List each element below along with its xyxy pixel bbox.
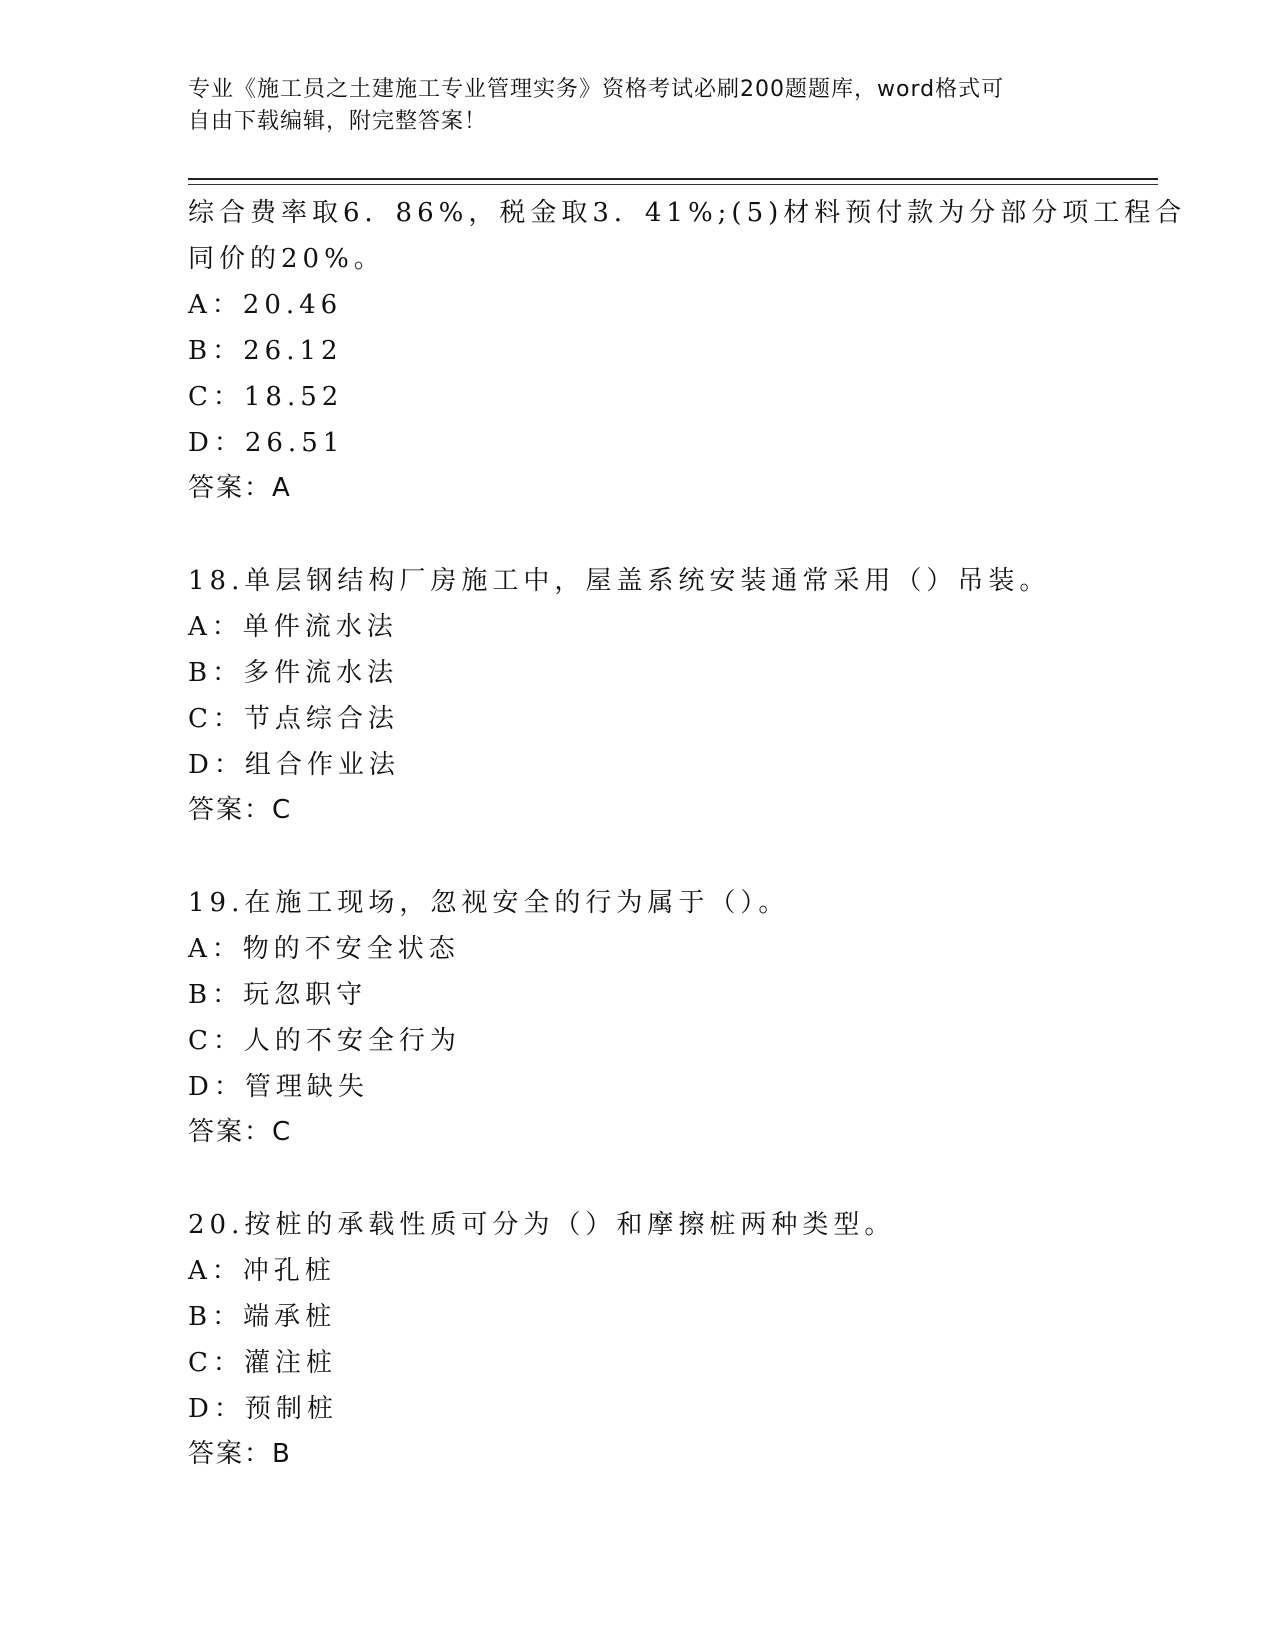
question-18-option-c: C：节点综合法 [188,704,399,734]
question-18-option-a: A：单件流水法 [188,612,398,642]
question-19-option-d: D：管理缺失 [188,1072,369,1102]
question-20-text: 20.按桩的承载性质可分为（）和摩擦桩两种类型。 [188,1210,896,1240]
question-19-text: 19.在施工现场，忽视安全的行为属于（）。 [188,888,790,918]
question-20-option-b: B：端承桩 [188,1302,337,1332]
question-18-option-b: B：多件流水法 [188,658,399,688]
question-18-block [188,558,1128,832]
question-20-option-c: C：灌注桩 [188,1348,337,1378]
question-spacer [188,1154,1128,1202]
question-17-option-c: C：18.52 [188,382,344,412]
question-20-answer: 答案：B [188,1439,292,1469]
question-18-text: 18.单层钢结构厂房施工中，屋盖系统安装通常采用（）吊装。 [188,566,1051,596]
question-19-option-c: C：人的不安全行为 [188,1026,461,1056]
question-spacer [188,510,1128,558]
question-19-option-a: A：物的不安全状态 [188,934,460,964]
question-17-answer: 答案：A [188,473,292,503]
question-20-option-a: A：冲孔桩 [188,1256,336,1286]
question-17-text-line-1: 综合费率取6．86%，税金取3．41%;(5)材料预付款为分部分项工程合 [188,198,1187,228]
question-20-block [188,1202,1128,1476]
header-line-1: 专业《施工员之土建施工专业管理实务》资格考试必刷200题题库，word格式可 [188,77,1005,102]
question-19-option-b: B：玩忽职守 [188,980,368,1010]
header-divider-thin [188,184,1158,185]
question-20-option-d: D：预制桩 [188,1394,338,1424]
question-18-answer: 答案：C [188,795,293,825]
question-17-text-line-2: 同价的20%。 [188,244,385,274]
question-19-block [188,880,1128,1154]
question-17-option-b: B：26.12 [188,336,343,366]
question-18-option-d: D：组合作业法 [188,750,400,780]
question-19-answer: 答案：C [188,1117,293,1147]
question-17-block [188,190,1187,510]
question-17-option-d: D：26.51 [188,428,345,458]
header-line-2: 自由下载编辑，附完整答案！ [188,109,488,134]
header-divider-thick [188,178,1158,180]
document-header [188,74,1088,138]
question-spacer [188,832,1128,880]
question-17-option-a: A：20.46 [188,290,343,320]
question-list [188,190,1187,1476]
